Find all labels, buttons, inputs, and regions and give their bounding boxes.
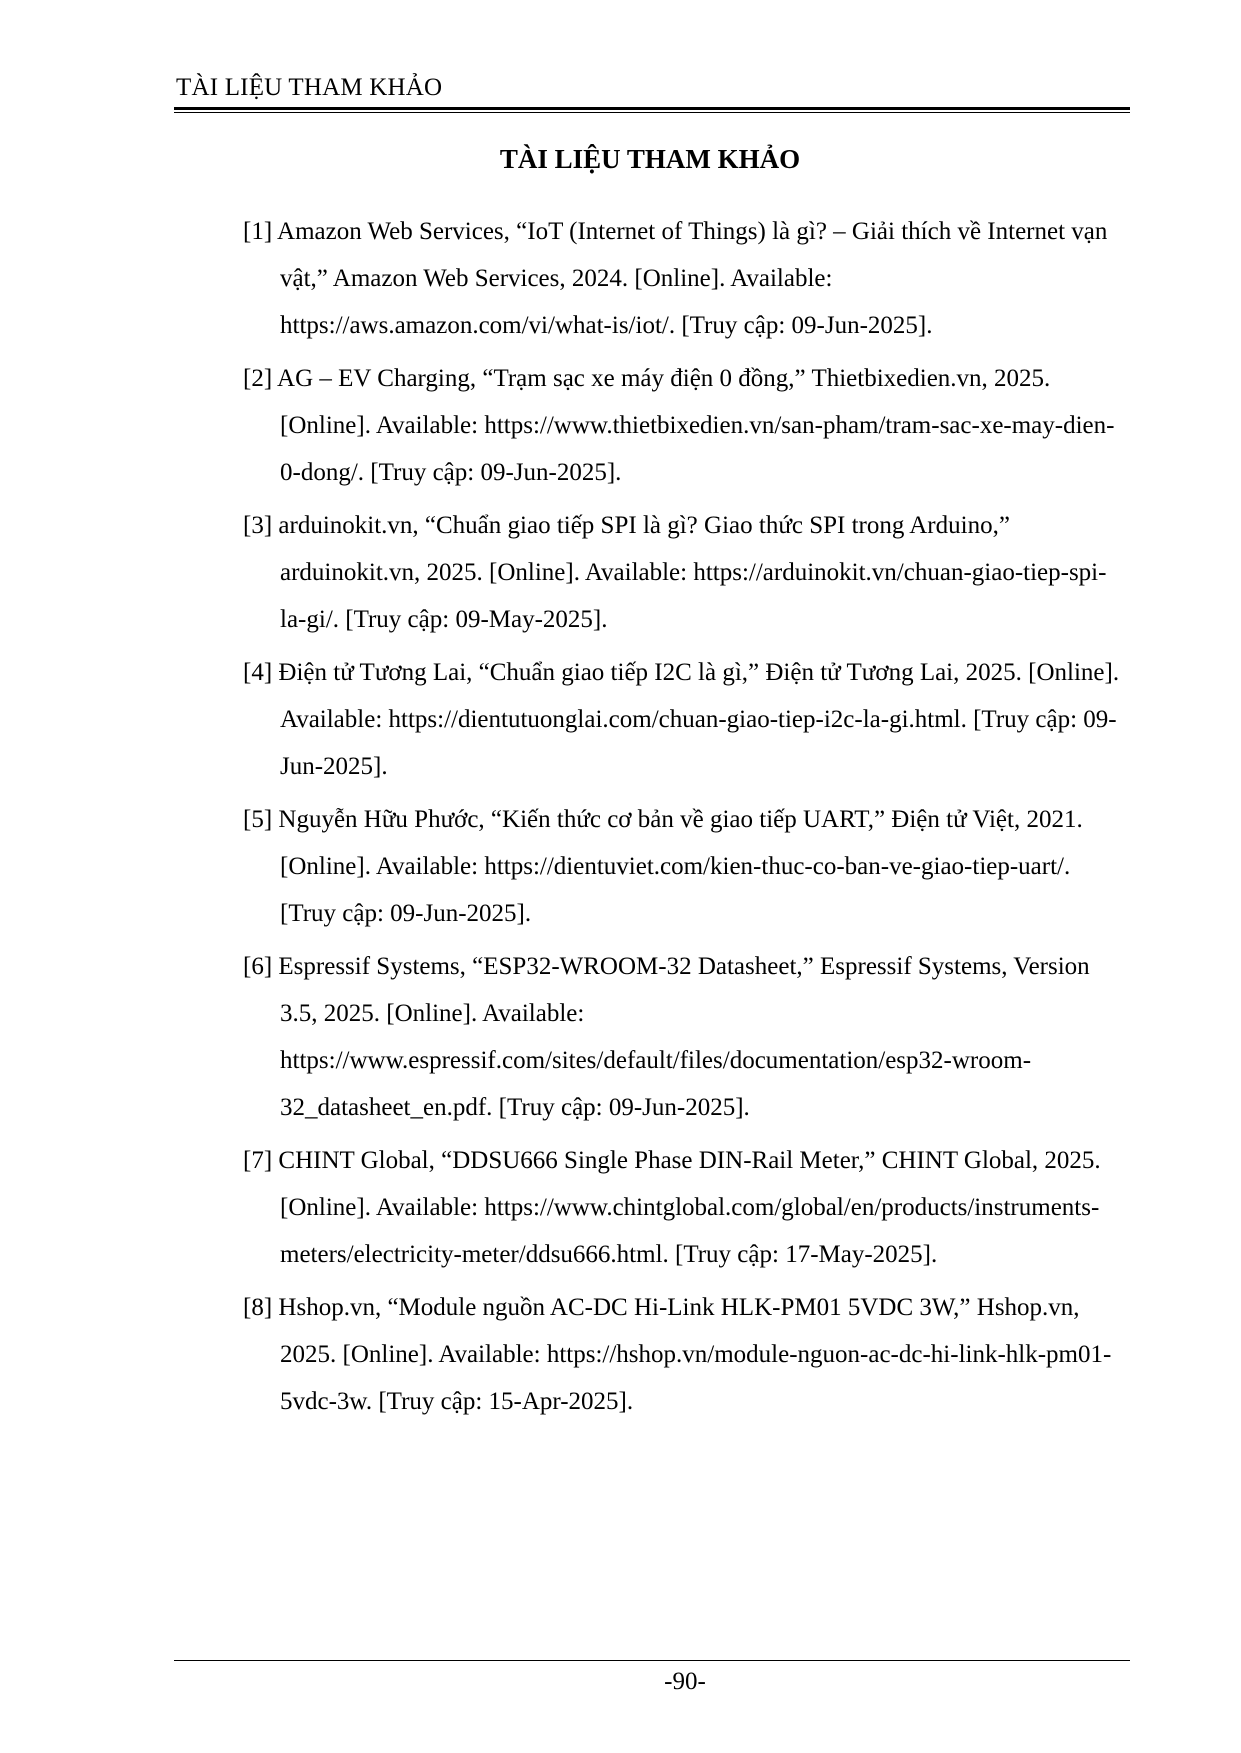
reference-item <box>243 1137 1123 1278</box>
reference-text: CHINT Global, “DDSU666 Single Phase DIN-Rail Meter,” CHINT Global, 2025. [Online]. Available: https://www.chintglobal.com/global/en/products/instruments-meters/electricity-meter/ddsu666.html. [Truy cập: 17-May-2025]. <box>278 1147 1101 1268</box>
reference-item <box>243 943 1123 1131</box>
reference-number: [3] <box>243 512 273 539</box>
reference-number: [8] <box>243 1294 273 1321</box>
reference-item <box>243 355 1123 496</box>
running-header: TÀI LIỆU THAM KHẢO <box>176 74 443 101</box>
reference-text: AG – EV Charging, “Trạm sạc xe máy điện 0 đồng,” Thietbixedien.vn, 2025. [Online]. Available: https://www.thietbixedien.vn/san-pham/tram-sac-xe-may-dien-0-dong/. [Truy cập: 09-Jun-2025]. <box>277 365 1115 486</box>
reference-number: [1] <box>243 218 273 245</box>
reference-text: Nguyễn Hữu Phước, “Kiến thức cơ bản về giao tiếp UART,” Điện tử Việt, 2021. [Online]. Available: https://dientuviet.com/kien-thuc-co-ban-ve-giao-tiep-uart/. [Truy cập: 09-Jun-2025]. <box>278 806 1083 927</box>
reference-text: arduinokit.vn, “Chuẩn giao tiếp SPI là gì? Giao thức SPI trong Arduino,” arduinokit.vn, 2025. [Online]. Available: https://arduinokit.vn/chuan-giao-tiep-spi-la-gi/. [Truy cập: 09-May-2025]. <box>278 512 1107 633</box>
reference-item <box>243 208 1123 349</box>
reference-text: Điện tử Tương Lai, “Chuẩn giao tiếp I2C là gì,” Điện tử Tương Lai, 2025. [Online]. Available: https://dientutuonglai.com/chuan-giao-tiep-i2c-la-gi.html. [Truy cập: 09-Jun-2025]. <box>278 659 1120 780</box>
reference-number: [5] <box>243 806 273 833</box>
header-rule-thin <box>174 112 1130 113</box>
reference-text: Espressif Systems, “ESP32-WROOM-32 Datasheet,” Espressif Systems, Version 3.5, 2025. [Online]. Available: https://www.espressif.com/sites/default/files/documentation/esp32-wroom-32_datasheet_en.pdf. [Truy cập: 09-Jun-2025]. <box>278 953 1090 1121</box>
page-number: -90- <box>664 1668 706 1695</box>
reference-item <box>243 502 1123 643</box>
reference-text: Amazon Web Services, “IoT (Internet of Things) là gì? – Giải thích về Internet vạn vật,” Amazon Web Services, 2024. [Online]. Available: https://aws.amazon.com/vi/what-is/iot/. [Truy cập: 09-Jun-2025]. <box>277 218 1108 339</box>
footer-rule <box>174 1660 1130 1661</box>
reference-number: [4] <box>243 659 273 686</box>
reference-text: Hshop.vn, “Module nguồn AC-DC Hi-Link HLK-PM01 5VDC 3W,” Hshop.vn, 2025. [Online]. Available: https://hshop.vn/module-nguon-ac-dc-hi-link-hlk-pm01-5vdc-3w. [Truy cập: 15-Apr-2025]. <box>278 1294 1112 1415</box>
page-title: TÀI LIỆU THAM KHẢO <box>499 144 801 174</box>
reference-number: [7] <box>243 1147 273 1174</box>
header-rule-thick <box>174 107 1130 110</box>
reference-item <box>243 1284 1123 1425</box>
reference-item <box>243 649 1123 790</box>
reference-item <box>243 796 1123 937</box>
reference-list <box>243 208 1123 1431</box>
reference-number: [6] <box>243 953 273 980</box>
reference-number: [2] <box>243 365 273 392</box>
